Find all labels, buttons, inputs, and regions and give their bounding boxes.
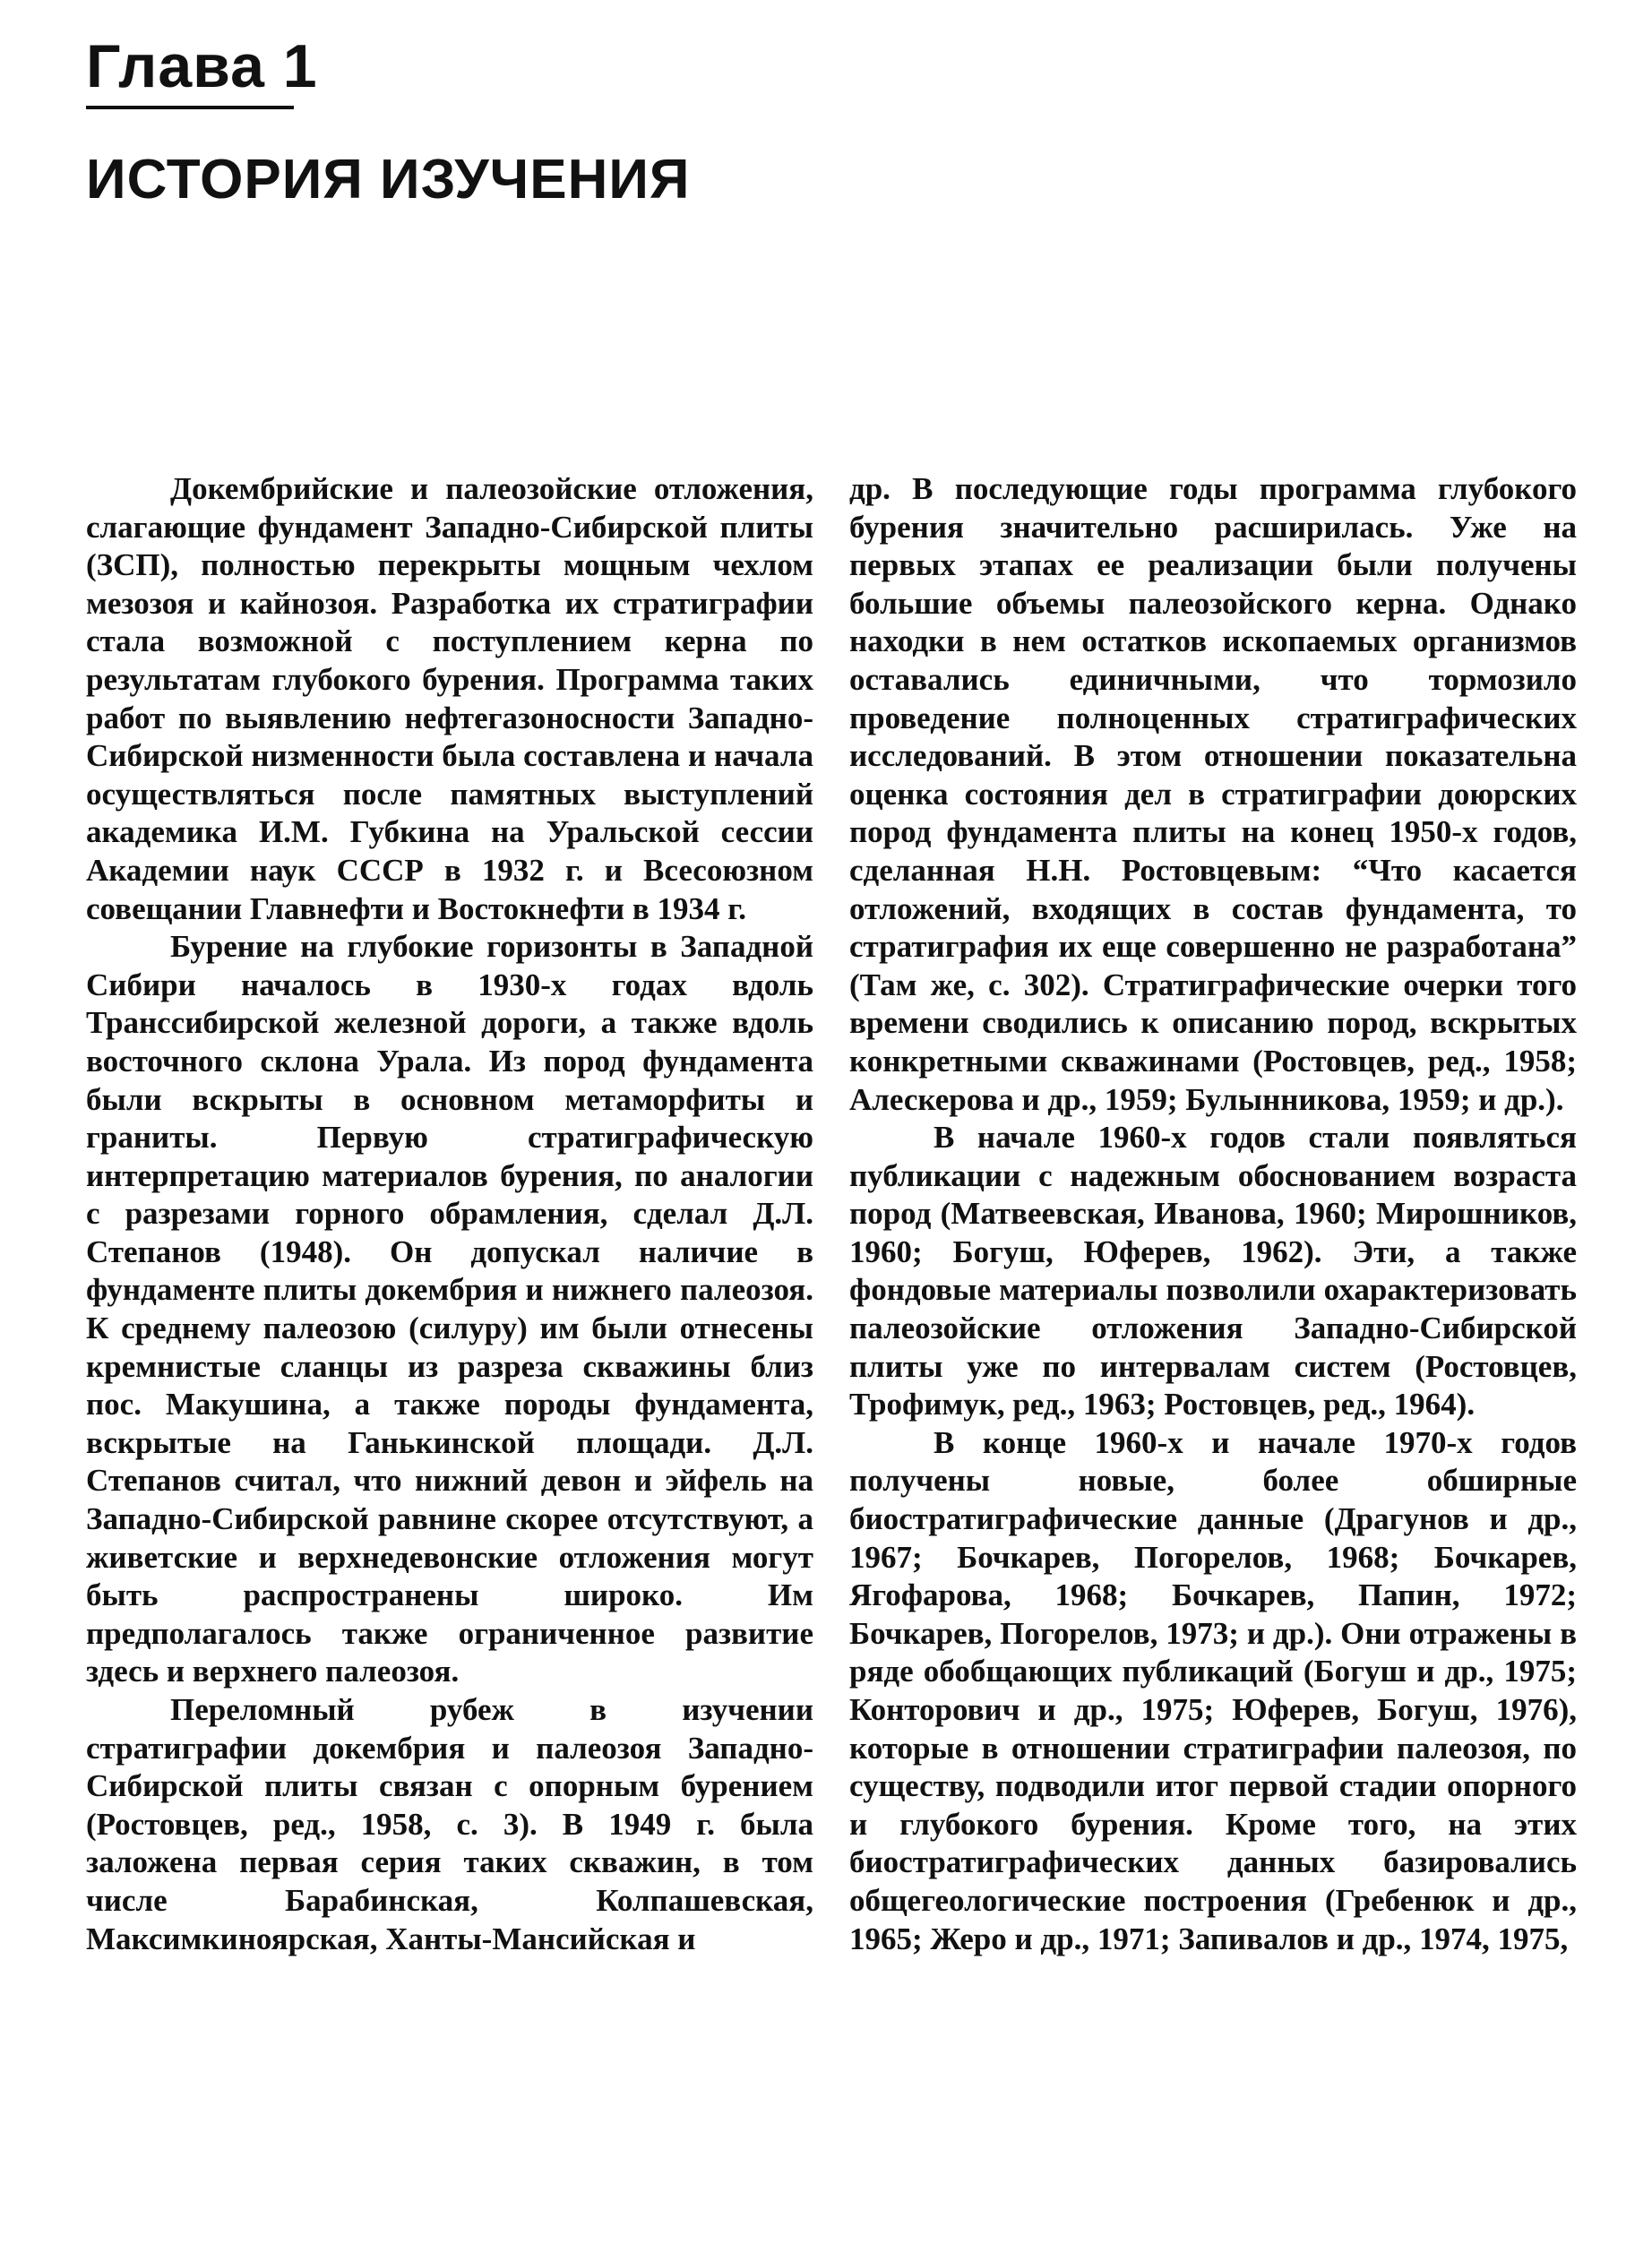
right-paragraph-3: В конце 1960-х и начале 1970-х годов получены новые, более обширные биостратиграфические данные (Драгунов и др., 1967; Бочкарев, Погорелов, 1968; Бочкарев, Ягофарова, 1968; Бочкарев, Папин, 1972; Бочкарев, Погорелов, 1973; и др.). Они отражены в ряде обобщающих публикаций (Богуш и др., 1975; Конторович и др., 1975; Юферев, Богуш, 1976), которые в отношении стратиграфии палеозоя, по существу, подводили итог первой стадии опорного и глубокого бурения. Кроме того, на этих биостратиграфических данных базировались общегеологические построения (Гребенюк и др., 1965; Жеро и др., 1971; Запивалов и др., 1974, 1975, xyxy=(849,1424,1577,1956)
left-paragraph-3: Переломный рубеж в изучении стратиграфии докембрия и палеозоя Западно-Сибирской плиты связан с опорным бурением (Ростовцев, ред., 1958, с. 3). В 1949 г. была заложена первая серия таких скважин, в том числе Барабинская, Колпашевская, Максимкиноярская, Ханты-Мансийская и xyxy=(86,1692,813,1956)
right-text-column xyxy=(849,470,1577,1958)
chapter-label: Глава 1 xyxy=(86,32,318,100)
chapter-underline xyxy=(86,106,294,109)
right-paragraph-1: др. В последующие годы программа глубокого бурения значительно расширилась. Уже на первых этапах ее реализации были получены большие объемы палеозойского керна. Однако находки в нем остатков ископаемых организмов оставались единичными, что тормозило проведение полноценных стратиграфических исследований. В этом отношении показательна оценка состояния дел в стратиграфии доюрских пород фундамента плиты на конец 1950-х годов, сделанная Н.Н. Ростовцевым: “Что касается отложений, входящих в состав фундамента, то стратиграфия их еще совершенно не разработана” (Там же, с. 302). Стратиграфические очерки того времени сводились к описанию пород, вскрытых конкретными скважинами (Ростовцев, ред., 1958; Алескерова и др., 1959; Булынникова, 1959; и др.). xyxy=(849,471,1577,1117)
right-paragraph-2: В начале 1960-х годов стали появляться публикации с надежным обоснованием возраста пород (Матвеевская, Иванова, 1960; Мирошников, 1960; Богуш, Юферев, 1962). Эти, а также фондовые материалы позволили охарактеризовать палеозойские отложения Западно-Сибирской плиты уже по интервалам систем (Ростовцев, Трофимук, ред., 1963; Ростовцев, ред., 1964). xyxy=(849,1120,1577,1423)
left-paragraph-1: Докембрийские и палеозойские отложения, слагающие фундамент Западно-Сибирской плиты (ЗСП), полностью перекрыты мощным чехлом мезозоя и кайнозоя. Разработка их стратиграфии стала возможной с поступлением керна по результатам глубокого бурения. Программа таких работ по выявлению нефтегазоносности Западно-Сибирской низменности была составлена и начала осуществляться после памятных выступлений академика И.М. Губкина на Уральской сессии Академии наук СССР в 1932 г. и Всесоюзном совещании Главнефти и Востокнефти в 1934 г. xyxy=(86,471,813,926)
left-text-column xyxy=(86,470,813,1958)
chapter-title: ИСТОРИЯ ИЗУЧЕНИЯ xyxy=(86,149,691,211)
left-paragraph-2: Бурение на глубокие горизонты в Западной Сибири началось в 1930-х годах вдоль Транссибирской железной дороги, а также вдоль восточного склона Урала. Из пород фундамента были вскрыты в основном метаморфиты и граниты. Первую стратиграфическую интерпретацию материалов бурения, по аналогии с разрезами горного обрамления, сделал Д.Л. Степанов (1948). Он допускал наличие в фундаменте плиты докембрия и нижнего палеозоя. К среднему палеозою (силуру) им были отнесены кремнистые сланцы из разреза скважины близ пос. Макушина, а также породы фундамента, вскрытые на Ганькинской площади. Д.Л. Степанов считал, что нижний девон и эйфель на Западно-Сибирской равнине скорее отсутствуют, а живетские и верхнедевонские отложения могут быть распространены широко. Им предполагалось также ограниченное развитие здесь и верхнего палеозоя. xyxy=(86,929,813,1689)
